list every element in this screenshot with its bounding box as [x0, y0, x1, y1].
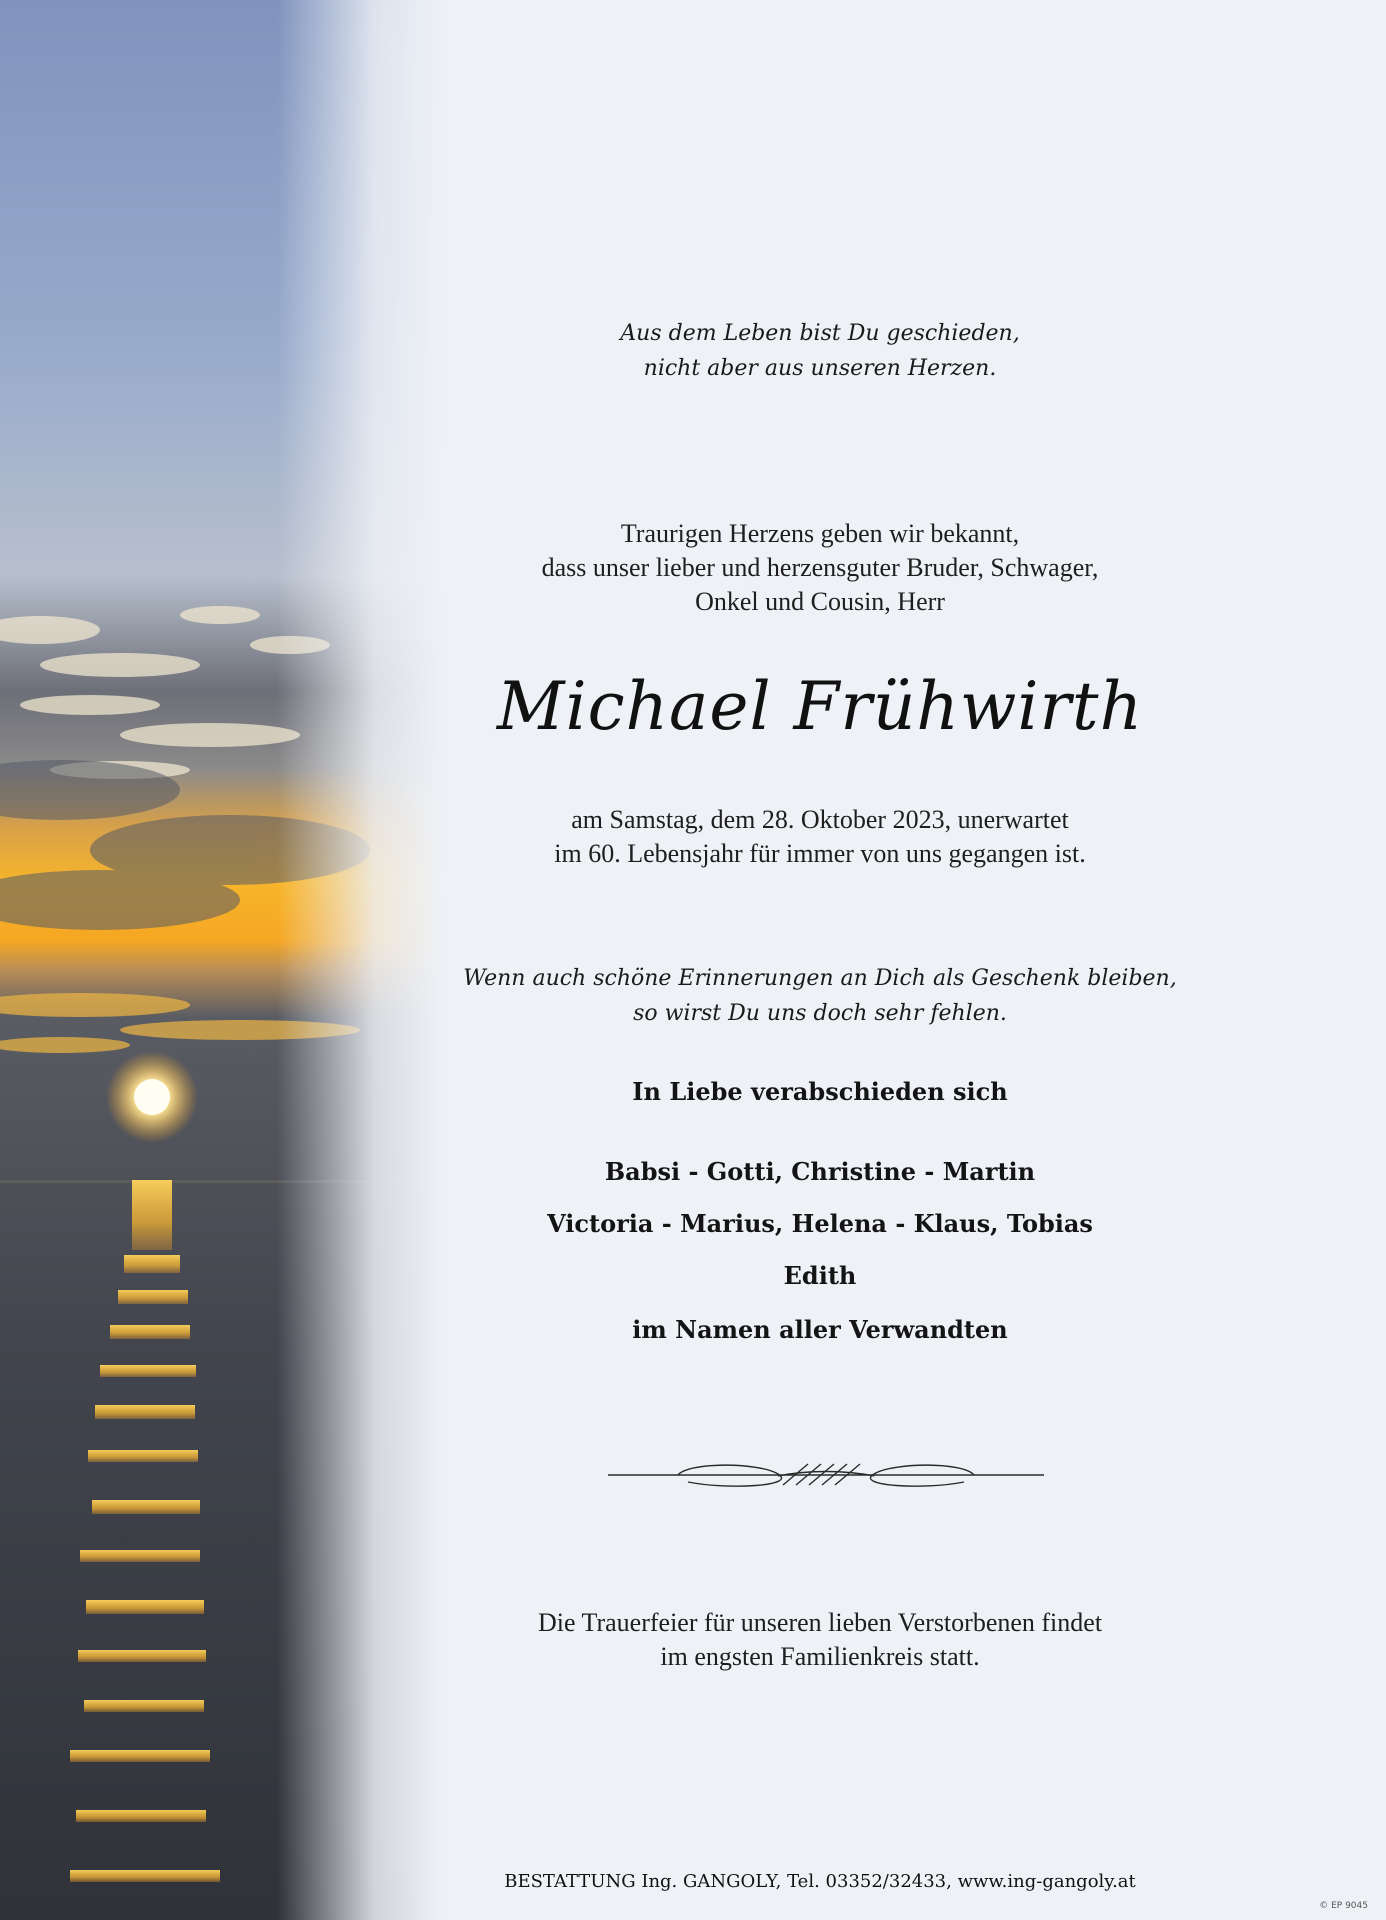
death-notice	[420, 803, 1220, 871]
motto	[420, 316, 1220, 386]
death-notice-line-2: im 60. Lebensjahr für immer von uns gegangen ist.	[554, 839, 1086, 868]
deceased-name: Michael Frühwirth	[496, 668, 1144, 745]
funeral-line-2: im engsten Familienkreis statt.	[660, 1642, 980, 1671]
farewell-quote-line-1: Wenn auch schöne Erinnerungen an Dich als Geschenk bleiben,	[463, 966, 1177, 991]
mourners-intro: In Liebe verabschieden sich	[632, 1077, 1008, 1106]
mourners-name-line: Victoria - Marius, Helena - Klaus, Tobias	[547, 1209, 1093, 1238]
mourners-relatives: im Namen aller Verwandten	[632, 1315, 1008, 1344]
motto-line-2: nicht aber aus unseren Herzen.	[643, 356, 997, 381]
print-mark: © EP 9045	[1319, 1901, 1368, 1911]
undertaker-footer: BESTATTUNG Ing. GANGOLY, Tel. 03352/32433, www.ing-gangoly.at	[504, 1871, 1136, 1892]
announcement-line-1: Traurigen Herzens geben wir bekannt,	[620, 519, 1020, 548]
farewell-quote-line-2: so wirst Du uns doch sehr fehlen.	[633, 1001, 1007, 1026]
funeral-info	[420, 1606, 1220, 1674]
announcement	[420, 517, 1220, 619]
announcement-line-2: dass unser lieber und herzensguter Bruder, Schwager,	[541, 553, 1099, 582]
death-notice-line-1: am Samstag, dem 28. Oktober 2023, unerwartet	[571, 805, 1069, 834]
farewell-quote	[420, 961, 1220, 1031]
motto-line-1: Aus dem Leben bist Du geschieden,	[620, 321, 1020, 346]
announcement-line-3: Onkel und Cousin, Herr	[695, 587, 945, 616]
flourish-divider	[608, 1452, 1044, 1498]
mourners-list	[420, 1146, 1220, 1302]
mourners-name-line: Babsi - Gotti, Christine - Martin	[604, 1157, 1036, 1186]
mourners-name-line: Edith	[783, 1261, 857, 1290]
funeral-line-1: Die Trauerfeier für unseren lieben Verstorbenen findet	[537, 1608, 1103, 1637]
